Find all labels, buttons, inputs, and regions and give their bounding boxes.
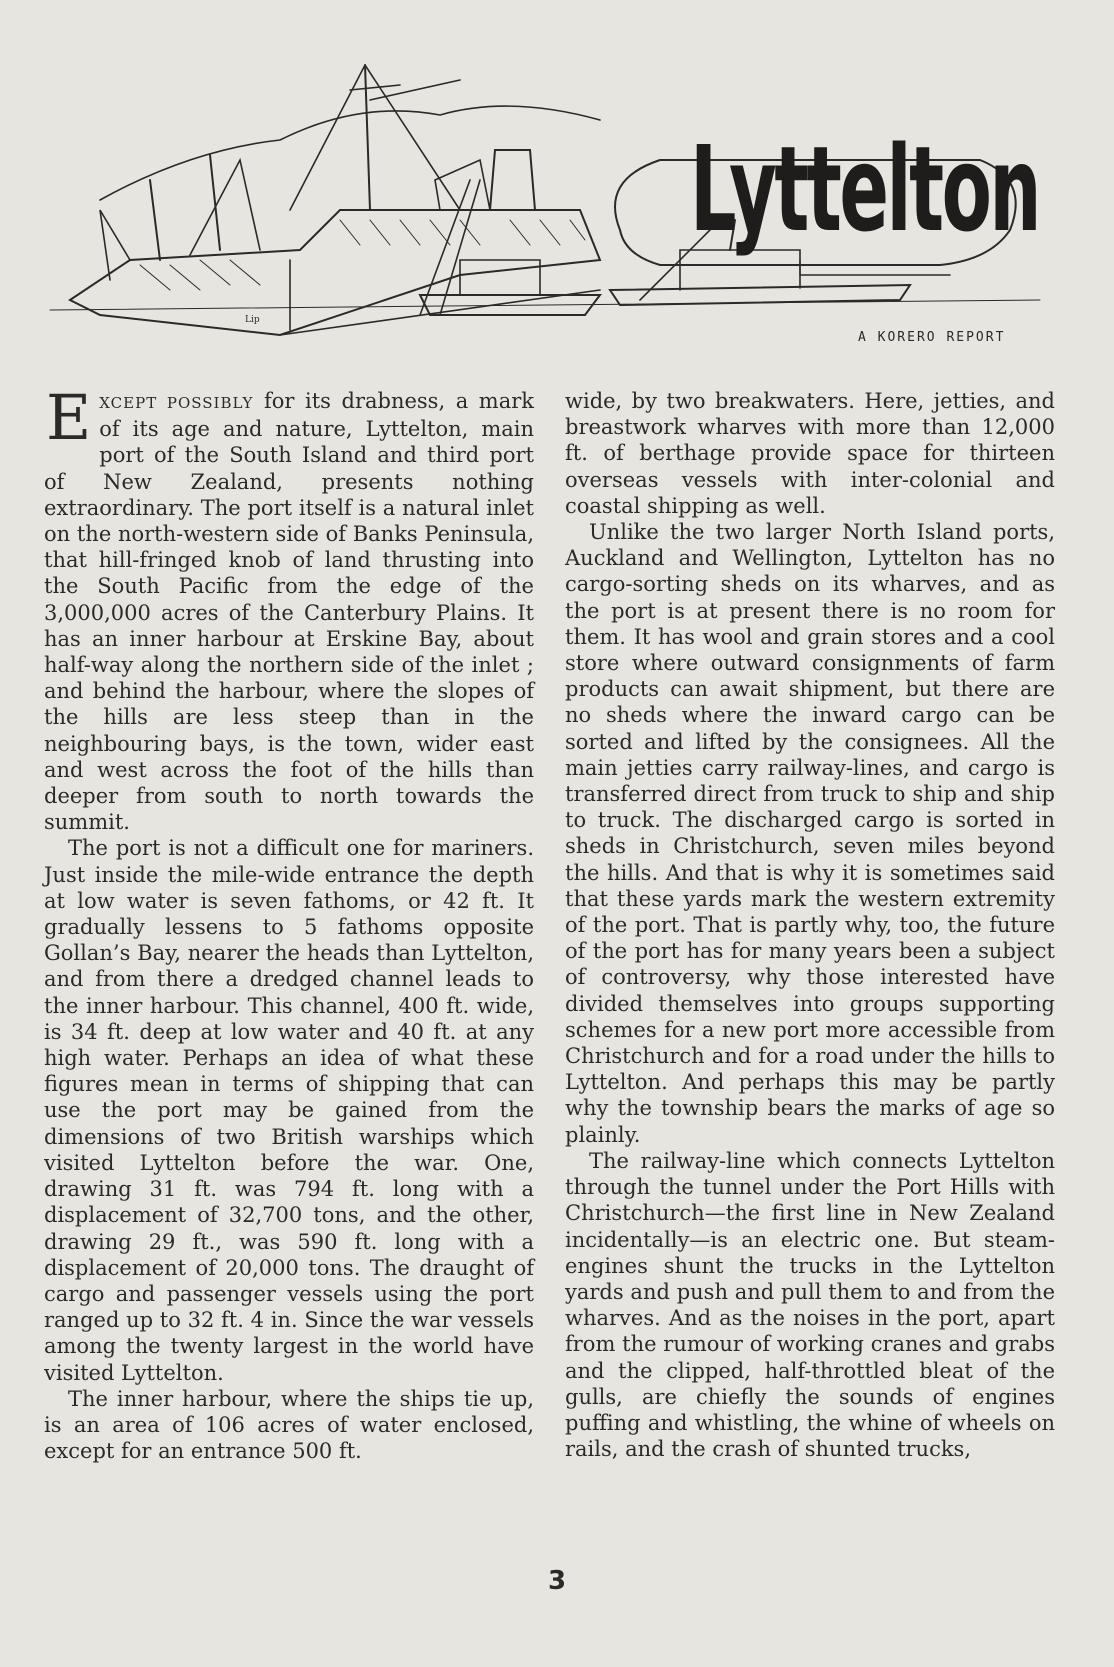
paragraph-text: for its drabness, a mark of its age and nature, Lyttelton, main port of the South Island and third port of New Zealand, presents nothing extraordinary. The port itself is a natural inlet on the north-western side of Banks Peninsula, that hill-fringed knob of land thrusting into the South Pacific from the edge of the 3,000,000 acres of the Canterbury Plains. It has an inner harbour at Erskine Bay, about half-way along the northern side of the inlet ; and behind the harbour, where the slopes of the hills are less steep than in the neighbouring bays, is the town, wider east and west across the foot of the hills than deeper from south to north towards the summit. — [44, 389, 534, 835]
paragraph: The port is not a difficult one for mariners. Just inside the mile-wide entrance the depth at low water is seven fathoms, or 42 ft. It gradually lessens to 5 fathoms opposite Gollan’s Bay, nearer the heads than Lyttelton, and from there a dredged channel leads to the inner harbour. This channel, 400 ft. wide, is 34 ft. deep at low water and 40 ft. at any high water. Perhaps an idea of what these figures mean in terms of shipping that can use the port may be gained from the dimensions of two British warships which visited Lyttelton before the war. One, drawing 31 ft. was 794 ft. long with a displacement of 32,700 tons, and the other, drawing 29 ft., was 590 ft. long with a displacement of 20,000 tons. The draught of cargo and passenger vessels using the port ranged up to 32 ft. 4 in. Since the war vessels among the twenty largest in the world have visited Lyttelton. — [44, 836, 534, 1385]
page-number: 3 — [547, 1566, 567, 1596]
paragraph — [44, 381, 534, 835]
article-subtitle: A KORERO REPORT — [858, 330, 1006, 345]
paragraph: The inner harbour, where the ships tie up, is an area of 106 acres of water enclosed, except for an entrance 500 ft. — [44, 1386, 534, 1464]
header-illustration — [40, 60, 1070, 360]
opening-smallcaps: XCEPT POSSIBLY — [99, 394, 254, 412]
right-column — [565, 388, 1055, 1462]
paragraph: wide, by two breakwaters. Here, jetties, and breastwork wharves with more than 12,000 ft. of berthage provide space for thirteen overseas vessels with inter-colonial and coastal shipping as well. — [565, 389, 1055, 518]
artist-signature: Lip — [245, 315, 260, 325]
article-title: Lyttelton — [690, 120, 1039, 258]
left-column — [44, 381, 534, 1464]
paragraph: Unlike the two larger North Island ports, Auckland and Wellington, Lyttelton has no cargo-sorting sheds on its wharves, and as the port is at present there is no room for them. It has wool and grain stores and a cool store where outward consignments of farm products can await shipment, but there are no sheds where the inward cargo can be sorted and lifted by the consignees. All the main jetties carry railway-lines, and cargo is transferred direct from truck to ship and ship to truck. The discharged cargo is sorted in sheds in Christchurch, seven miles beyond the hills. And that is why it is sometimes said that these yards mark the western extremity of the port. That is partly why, too, the future of the port has for many years been a subject of controversy, why those interested have divided themselves into groups supporting schemes for a new port more accessible from Christchurch and for a road under the hills to Lyttelton. And perhaps this may be partly why the township bears the marks of age so plainly. — [565, 520, 1055, 1147]
drop-cap: E — [46, 381, 92, 454]
paragraph: The railway-line which connects Lyttelton through the tunnel under the Port Hills with Christchurch—the first line in New Zealand incidentally—is an electric one. But steam-engines shunt the trucks in the Lyttelton yards and push and pull them to and from the wharves. And as the noises in the port, apart from the rumour of working cranes and grabs and the clipped, half-throttled bleat of the gulls, are chiefly the sounds of engines puffing and whistling, the whine of wheels on rails, and the crash of shunted trucks, — [565, 1148, 1055, 1462]
